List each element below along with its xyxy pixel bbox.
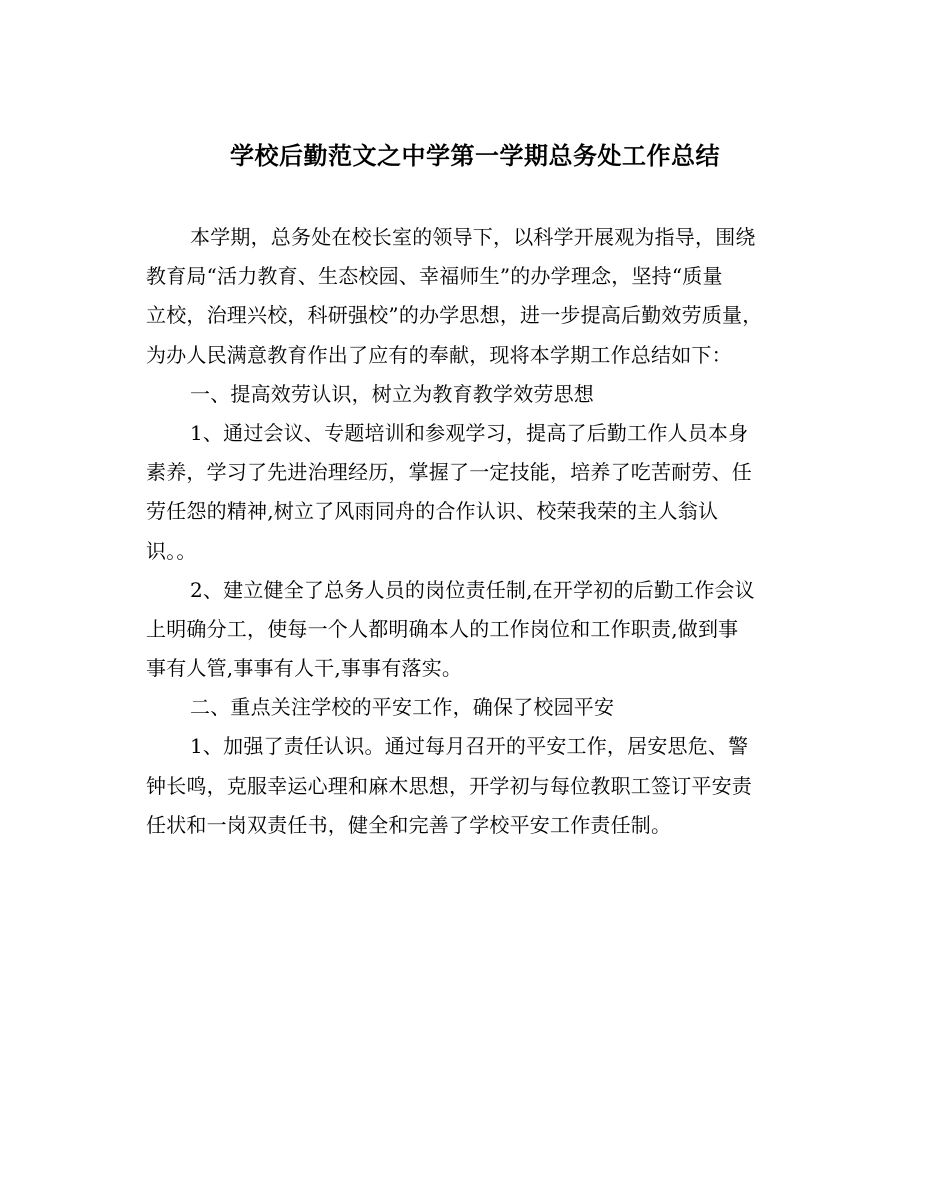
document-title: 学校后勤范文之中学第一学期总务处工作总结: [230, 141, 720, 170]
text-line: 二、重点关注学校的平安工作，确保了校园平安: [190, 695, 615, 720]
text-line: 为办人民满意教育作出了应有的奉献，现将本学期工作总结如下：: [146, 342, 732, 367]
text-line: 劳任怨的精神,树立了风雨同舟的合作认识、校荣我荣的主人翁认: [146, 499, 719, 524]
text-line: 立校，治理兴校，科研强校”的办学思想，进一步提高后勤效劳质量，: [146, 303, 763, 328]
text-line: 本学期，总务处在校长室的领导下，以科学开展观为指导，围绕: [190, 225, 756, 249]
text-line: 任状和一岗双责任书，健全和完善了学校平安工作责任制。: [146, 812, 672, 837]
text-line: 一、提高效劳认识，树立为教育教学效劳思想: [190, 381, 594, 406]
text-line: 素养，学习了先进治理经历，掌握了一定技能，培养了吃苦耐劳、任: [146, 460, 752, 485]
text-line: 上明确分工，使每一个人都明确本人的工作岗位和工作职责,做到事: [146, 616, 739, 641]
document-body: [146, 218, 806, 845]
text-line: 教育局“活力教育、生态校园、幸福师生”的办学理念，坚持“质量: [146, 264, 723, 289]
text-line: 2、建立健全了总务人员的岗位责任制,在开学初的后勤工作会议: [190, 577, 755, 602]
text-line: 钟长鸣，克服幸运心理和麻木思想，开学初与每位教职工签订平安责: [146, 773, 752, 798]
text-line: 识。。: [146, 538, 197, 563]
text-line: 1、加强了责任认识。通过每月召开的平安工作，居安思危、警: [190, 734, 749, 759]
text-line: 1、通过会议、专题培训和参观学习，提高了后勤工作人员本身: [190, 420, 749, 445]
text-line: 事有人管,事事有人干,事事有落实。: [146, 656, 463, 681]
